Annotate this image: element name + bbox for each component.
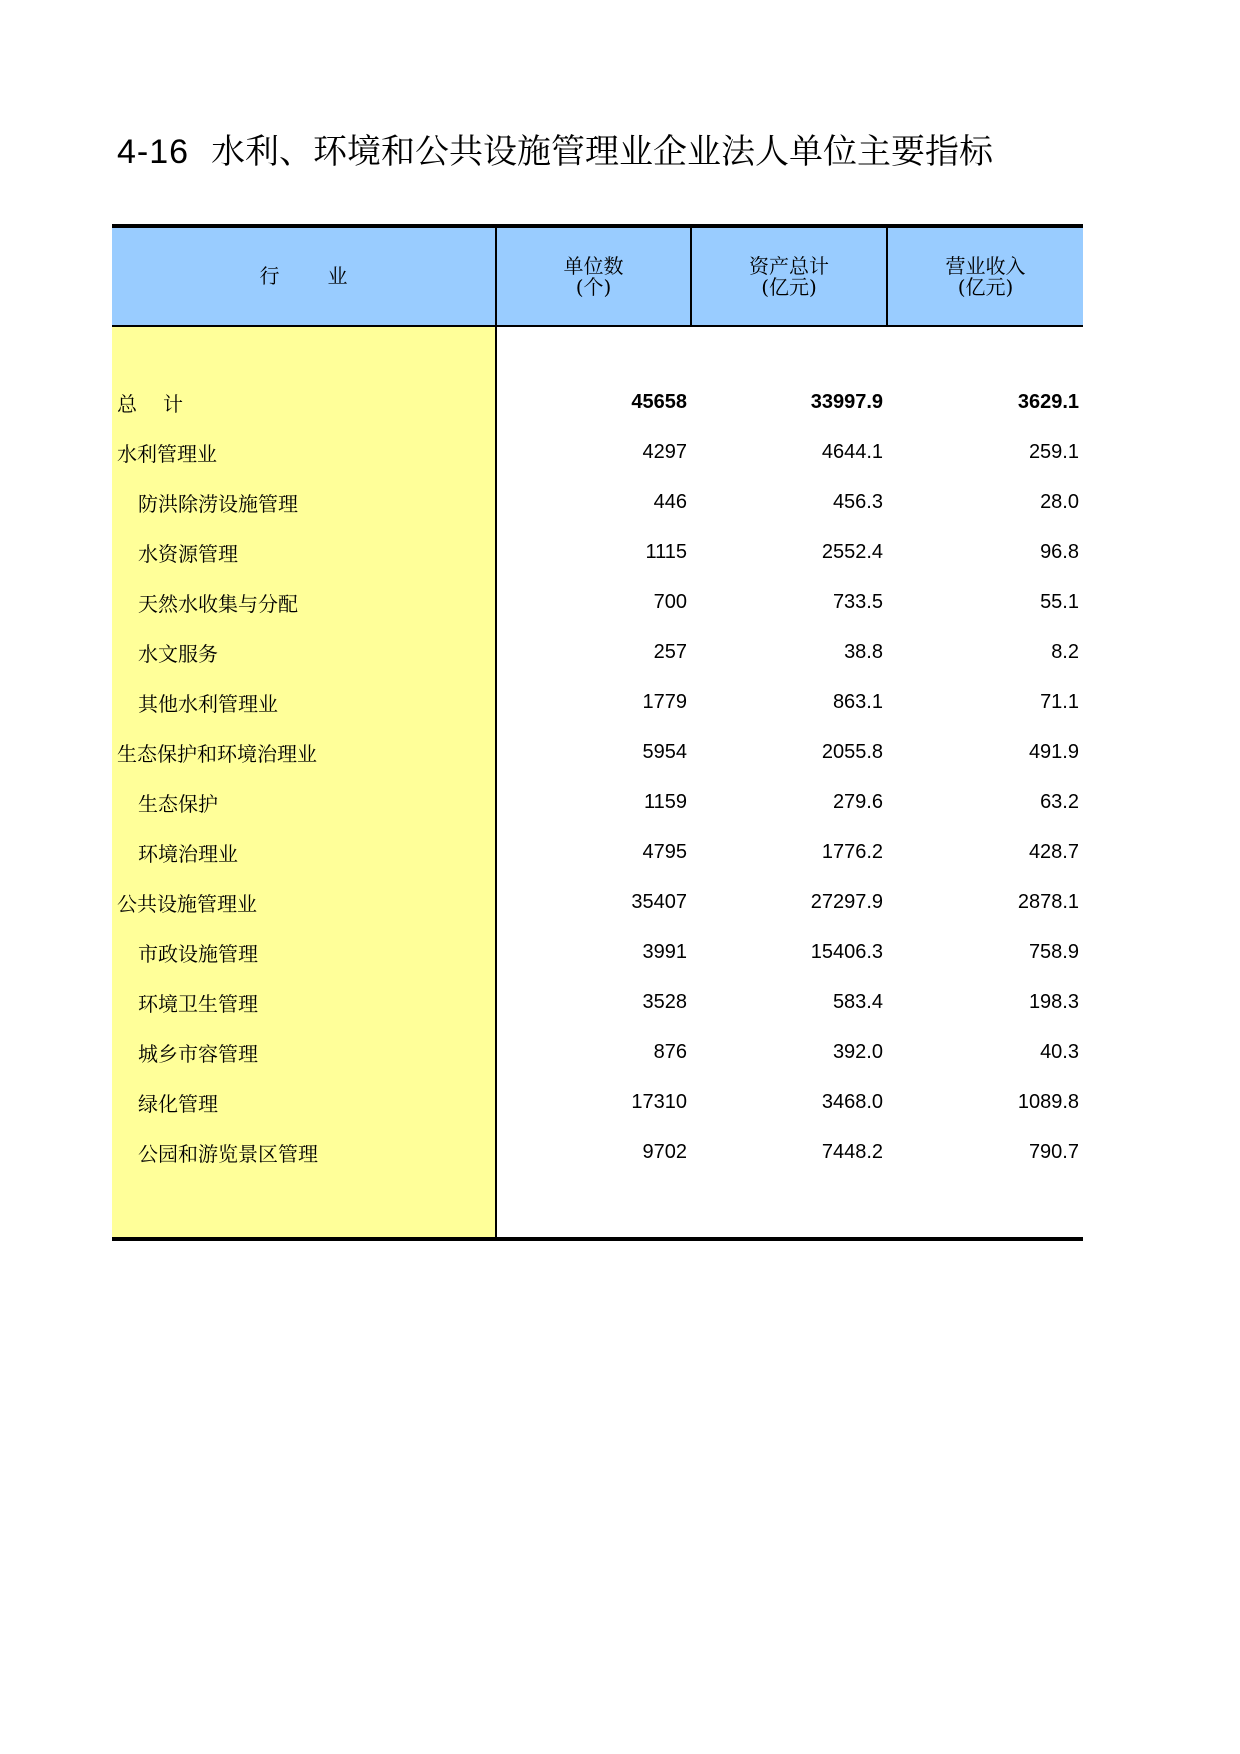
row-revenue: 259.1: [1028, 440, 1079, 463]
table-row: [112, 427, 1083, 477]
row-assets: 2055.8: [821, 740, 883, 763]
table-row: [112, 477, 1083, 527]
assets-header: 资产总计 (亿元): [691, 226, 887, 326]
spacer-row: [112, 326, 1083, 377]
row-units: 876: [653, 1040, 687, 1063]
row-revenue: 198.3: [1028, 990, 1079, 1013]
row-revenue: 8.2: [1051, 640, 1079, 663]
table-row: [112, 1027, 1083, 1077]
row-units: 4297: [642, 440, 687, 463]
row-revenue: 758.9: [1028, 940, 1079, 963]
row-revenue: 428.7: [1028, 840, 1079, 863]
row-revenue: 96.8: [1040, 540, 1079, 563]
row-assets: 1776.2: [821, 840, 883, 863]
row-units: 35407: [631, 890, 687, 913]
total-revenue: 3629.1: [1017, 390, 1079, 413]
row-label: 市政设施管理: [112, 927, 496, 977]
row-revenue: 71.1: [1040, 690, 1079, 713]
row-revenue: 790.7: [1028, 1140, 1079, 1163]
row-label: 生态保护和环境治理业: [112, 727, 496, 777]
bottom-rule: [112, 1237, 1083, 1241]
row-revenue: 1089.8: [1017, 1090, 1079, 1113]
row-units: 700: [653, 590, 687, 613]
row-units: 446: [653, 490, 687, 513]
row-assets: 456.3: [832, 490, 883, 513]
statistics-table: [112, 224, 1083, 1241]
table-row: [112, 777, 1083, 827]
total-units: 45658: [631, 390, 687, 413]
total-row: [112, 377, 1083, 427]
row-label: 绿化管理: [112, 1077, 496, 1127]
row-assets: 3468.0: [821, 1090, 883, 1113]
row-units: 3528: [642, 990, 687, 1013]
row-revenue: 2878.1: [1017, 890, 1079, 913]
table-row: [112, 577, 1083, 627]
row-assets: 733.5: [832, 590, 883, 613]
units-header: 单位数 (个): [496, 226, 691, 326]
row-units: 1779: [642, 690, 687, 713]
row-assets: 863.1: [832, 690, 883, 713]
table-row: [112, 727, 1083, 777]
table-row: [112, 877, 1083, 927]
row-units: 1115: [645, 540, 687, 563]
industry-header: 行 业: [112, 226, 496, 326]
spacer-row: [112, 1177, 1083, 1237]
row-label: 环境卫生管理: [112, 977, 496, 1027]
row-label: 生态保护: [112, 777, 496, 827]
row-label: 水文服务: [112, 627, 496, 677]
row-label: 公共设施管理业: [112, 877, 496, 927]
row-label: 城乡市容管理: [112, 1027, 496, 1077]
total-label: 总 计: [112, 377, 496, 427]
row-label: 其他水利管理业: [112, 677, 496, 727]
table-header-row: [112, 226, 1083, 326]
table-row: [112, 1077, 1083, 1127]
table-row: [112, 1127, 1083, 1177]
row-units: 9702: [642, 1140, 687, 1163]
row-assets: 7448.2: [821, 1140, 883, 1163]
row-revenue: 28.0: [1040, 490, 1079, 513]
revenue-header: 营业收入 (亿元): [887, 226, 1083, 326]
row-label: 天然水收集与分配: [112, 577, 496, 627]
row-assets: 27297.9: [810, 890, 883, 913]
row-label: 水资源管理: [112, 527, 496, 577]
row-revenue: 55.1: [1040, 590, 1079, 613]
table-title: 水利、环境和公共设施管理业企业法人单位主要指标: [211, 132, 994, 172]
table-number: 4-16: [117, 133, 190, 171]
row-assets: 583.4: [832, 990, 883, 1013]
row-units: 3991: [642, 940, 687, 963]
row-units: 257: [653, 640, 687, 663]
row-revenue: 40.3: [1040, 1040, 1079, 1063]
row-revenue: 491.9: [1028, 740, 1079, 763]
page-title: [117, 124, 993, 173]
table-row: [112, 527, 1083, 577]
row-assets: 38.8: [844, 640, 883, 663]
table-row: [112, 927, 1083, 977]
row-label: 环境治理业: [112, 827, 496, 877]
table-row: [112, 977, 1083, 1027]
row-assets: 2552.4: [821, 540, 883, 563]
table-row: [112, 677, 1083, 727]
row-units: 4795: [642, 840, 687, 863]
row-revenue: 63.2: [1040, 790, 1079, 813]
row-units: 17310: [631, 1090, 687, 1113]
row-units: 5954: [642, 740, 687, 763]
row-assets: 15406.3: [810, 940, 883, 963]
row-label: 公园和游览景区管理: [112, 1127, 496, 1177]
row-units: 1159: [643, 790, 687, 813]
table-row: [112, 627, 1083, 677]
row-label: 防洪除涝设施管理: [112, 477, 496, 527]
row-assets: 279.6: [832, 790, 883, 813]
table-row: [112, 827, 1083, 877]
row-label: 水利管理业: [112, 427, 496, 477]
total-assets: 33997.9: [810, 390, 883, 413]
row-assets: 392.0: [832, 1040, 883, 1063]
row-assets: 4644.1: [821, 440, 883, 463]
